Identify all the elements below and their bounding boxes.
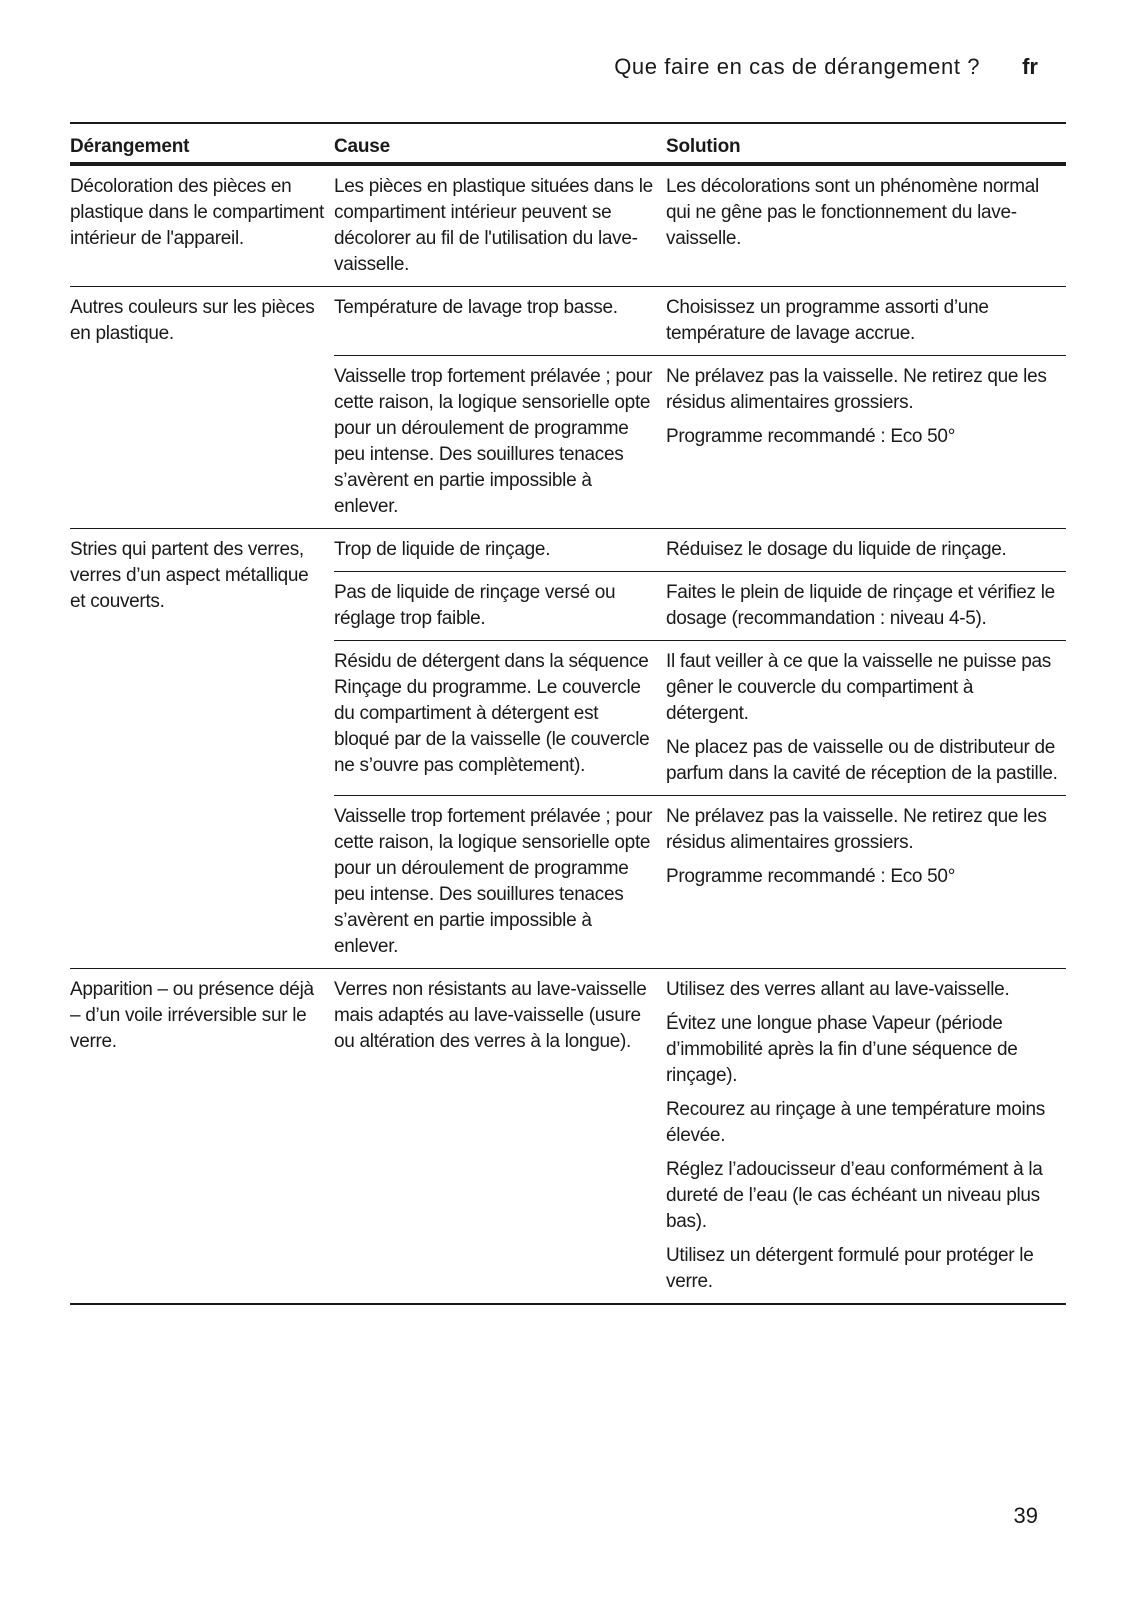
solution-text: Faites le plein de liquide de rinçage et vérifiez le dosage (recommandation : niveau 4-5). [666, 582, 1055, 629]
cause-cell: Pas de liquide de rinçage versé ou réglage trop faible. [334, 582, 616, 629]
cause-cell: Trop de liquide de rinçage. [334, 539, 551, 560]
solution-text: Il faut veiller à ce que la vaisselle ne puisse pas gêner le couvercle du compartiment à détergent. [666, 651, 1051, 724]
column-header-solution: Solution [666, 136, 741, 157]
column-header-derangement: Dérangement [70, 136, 190, 157]
solution-cell [666, 572, 1066, 640]
solution-text: Ne prélavez pas la vaisselle. Ne retirez que les résidus alimentaires grossiers. [666, 366, 1047, 413]
solution-text: Recourez au rinçage à une température moins élevée. [666, 1099, 1045, 1146]
solution-text: Évitez une longue phase Vapeur (période d’immobilité après la fin d’une séquence de rinçage). [666, 1013, 1018, 1086]
derangement-cell: Autres couleurs sur les pièces en plastique. [70, 297, 315, 344]
table-header [70, 124, 1066, 166]
solution-cell [666, 969, 1066, 1303]
solution-cell [666, 641, 1066, 795]
derangement-cell: Décoloration des pièces en plastique dans le compartiment intérieur de l'appareil. [70, 176, 324, 249]
solution-text: Réduisez le dosage du liquide de rinçage. [666, 539, 1007, 560]
table-row [334, 795, 1066, 968]
section-title: Que faire en cas de dérangement ? [614, 54, 981, 79]
solution-cell [666, 796, 1066, 968]
cause-solution-list [334, 529, 1066, 968]
table-row-group [70, 287, 1066, 529]
solution-text: Utilisez un détergent formulé pour protéger le verre. [666, 1245, 1034, 1292]
solution-text: Ne placez pas de vaisselle ou de distributeur de parfum dans la cavité de réception de la pastille. [666, 737, 1058, 784]
cause-cell: Les pièces en plastique situées dans le compartiment intérieur peuvent se décolorer au fil de l'utilisation du lave-vaisselle. [334, 176, 653, 275]
cause-cell: Vaisselle trop fortement prélavée ; pour cette raison, la logique sensorielle opte pour un déroulement de programme peu intense. Des souillures tenaces s’avèrent en partie impossible à enlever. [334, 806, 653, 957]
solution-cell [666, 529, 1066, 571]
solution-text: Utilisez des verres allant au lave-vaisselle. [666, 979, 1010, 1000]
solution-text: Choisissez un programme assorti d’une température de lavage accrue. [666, 297, 989, 344]
language-code: fr [1022, 54, 1038, 79]
table-row [334, 969, 1066, 1303]
cause-cell: Verres non résistants au lave-vaisselle mais adaptés au lave-vaisselle (usure ou altération des verres à la longue). [334, 979, 647, 1052]
solution-cell [666, 356, 1066, 528]
table-row [334, 166, 1066, 286]
table-row [334, 287, 1066, 355]
solution-text: Programme recommandé : Eco 50° [666, 426, 955, 447]
table-row-group [70, 969, 1066, 1305]
derangement-cell: Stries qui partent des verres, verres d’un aspect métallique et couverts. [70, 539, 309, 612]
cause-solution-list [334, 287, 1066, 528]
table-row [334, 571, 1066, 640]
derangement-cell: Apparition – ou présence déjà – d’un voile irréversible sur le verre. [70, 979, 314, 1052]
troubleshooting-table [70, 122, 1066, 1305]
cause-cell: Résidu de détergent dans la séquence Rinçage du programme. Le couvercle du compartiment à détergent est bloqué par de la vaisselle (le couvercle ne s’ouvre pas complètement). [334, 651, 650, 776]
table-row-group [70, 166, 1066, 287]
table-row [334, 529, 1066, 571]
solution-text: Les décolorations sont un phénomène normal qui ne gêne pas le fonctionnement du lave-vaisselle. [666, 176, 1039, 249]
solution-text: Ne prélavez pas la vaisselle. Ne retirez que les résidus alimentaires grossiers. [666, 806, 1047, 853]
table-row-group [70, 529, 1066, 969]
cause-cell: Température de lavage trop basse. [334, 297, 618, 318]
column-header-cause: Cause [334, 136, 391, 157]
solution-cell [666, 166, 1066, 286]
cause-solution-list [334, 166, 1066, 286]
page-header [614, 54, 1038, 88]
solution-cell [666, 287, 1066, 355]
page-number: 39 [1013, 1503, 1038, 1528]
table-row [334, 355, 1066, 528]
table-body [70, 166, 1066, 1305]
cause-solution-list [334, 969, 1066, 1303]
solution-text: Réglez l’adoucisseur d’eau conformément à la dureté de l’eau (le cas échéant un niveau plus bas). [666, 1159, 1043, 1232]
table-row [334, 640, 1066, 795]
cause-cell: Vaisselle trop fortement prélavée ; pour cette raison, la logique sensorielle opte pour un déroulement de programme peu intense. Des souillures tenaces s’avèrent en partie impossible à enlever. [334, 366, 653, 517]
solution-text: Programme recommandé : Eco 50° [666, 866, 955, 887]
